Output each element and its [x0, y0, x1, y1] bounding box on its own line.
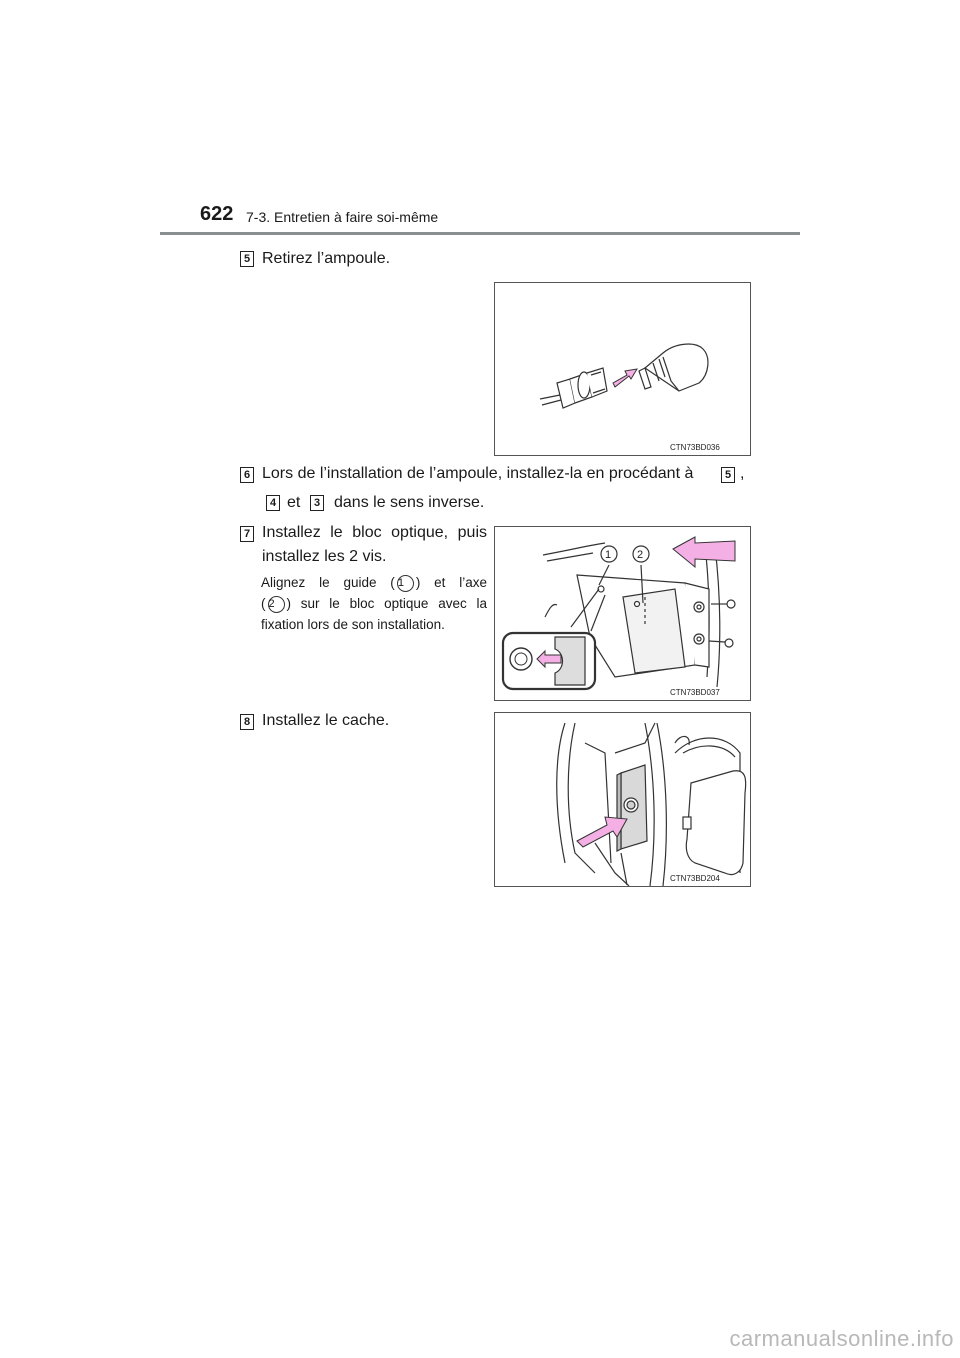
header-rule: [160, 232, 800, 235]
figure-1-code: CTN73BD036: [670, 443, 720, 452]
figure-cover-install: [494, 712, 751, 887]
bulb-removal-illustration: [495, 283, 750, 455]
figure-lamp-installation: [494, 526, 751, 701]
lamp-installation-illustration: [495, 527, 750, 700]
step-7-note-line3: fixation lors de son installation.: [261, 617, 445, 632]
step-7-text-line1: Installez le bloc optique, puis: [262, 524, 487, 541]
step-7-note-line2: [261, 593, 487, 614]
step-5-number: 5: [240, 251, 254, 267]
section-title: 7-3. Entretien à faire soi-même: [246, 209, 439, 225]
step-6-ref-3: 3: [310, 495, 324, 511]
step-7-note-line1: [261, 572, 487, 593]
note-text: (: [261, 596, 266, 611]
step-7-number: 7: [240, 526, 254, 542]
figure-3-code: CTN73BD204: [670, 874, 720, 883]
figure-bulb-removal: [494, 282, 751, 456]
step-6-ref-5: 5: [721, 467, 735, 483]
step-6-ref-4: 4: [266, 495, 280, 511]
step-6-number: 6: [240, 467, 254, 483]
note-text: ) sur le bloc optique avec la: [286, 596, 487, 611]
step-5-text: Retirez l’ampoule.: [262, 250, 391, 267]
callout-2: 2: [268, 596, 285, 613]
step-6-text-line2: dans le sens inverse.: [334, 494, 485, 511]
callout-1: 1: [397, 575, 414, 592]
note-text: ) et l’axe: [415, 575, 487, 590]
figure-2-code: CTN73BD037: [670, 688, 720, 697]
step-7-text-line2: installez les 2 vis.: [262, 548, 387, 565]
step-6-separator: ,: [740, 465, 745, 482]
cover-install-illustration: [495, 713, 750, 886]
step-8-text: Installez le cache.: [262, 712, 390, 729]
step-6-and: et: [287, 494, 301, 511]
step-6-text-line1: Lors de l’installation de l’ampoule, installez-la en procédant à: [262, 465, 694, 482]
watermark: carmanualsonline.info: [729, 1326, 954, 1351]
note-text: Alignez le guide (: [261, 575, 395, 590]
figure-callout-1: 1: [605, 549, 612, 561]
step-8-number: 8: [240, 714, 254, 730]
page-number: 622: [200, 203, 234, 225]
figure-callout-2: 2: [637, 549, 644, 561]
